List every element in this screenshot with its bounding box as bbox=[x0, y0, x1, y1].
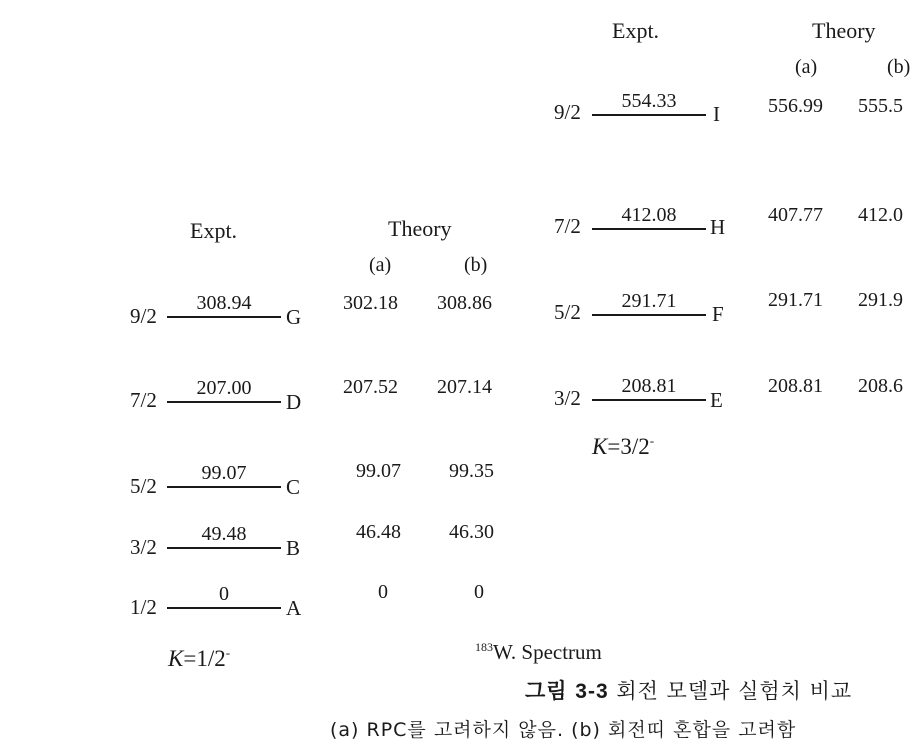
right-level-I-theory-a: 556.99 bbox=[768, 95, 823, 117]
left-level-B-line bbox=[167, 547, 281, 549]
right-level-E-energy: 208.81 bbox=[621, 375, 677, 397]
left-level-A-line bbox=[167, 607, 281, 609]
left-level-A-label: A bbox=[286, 596, 302, 620]
right-level-F-theory-a: 291.71 bbox=[768, 289, 823, 311]
right-level-F-label: F bbox=[712, 302, 724, 326]
left-level-C-spin: 5/2 bbox=[130, 474, 157, 498]
right-level-F-theory-b: 291.9 bbox=[858, 289, 903, 311]
left-level-A-theory-a: 0 bbox=[378, 581, 388, 603]
right-theory-header: Theory bbox=[812, 18, 876, 43]
left-level-C-energy: 99.07 bbox=[201, 462, 247, 484]
right-theory-b-header: (b) bbox=[887, 56, 911, 78]
right-level-E-theory-b: 208.6 bbox=[858, 375, 903, 397]
left-level-B-theory-b: 46.30 bbox=[449, 521, 494, 543]
left-level-D-label: D bbox=[286, 390, 302, 414]
left-level-G-theory-b: 308.86 bbox=[437, 292, 492, 314]
left-level-C-line bbox=[167, 486, 281, 488]
left-level-G-spin: 9/2 bbox=[130, 304, 157, 328]
left-theory-header: Theory bbox=[388, 216, 452, 241]
left-level-D-spin: 7/2 bbox=[130, 388, 157, 412]
right-level-I-label: I bbox=[713, 102, 720, 126]
right-level-I-theory-b: 555.5 bbox=[858, 95, 903, 117]
right-level-E-theory-a: 208.81 bbox=[768, 375, 823, 397]
left-level-G-theory-a: 302.18 bbox=[343, 292, 398, 314]
right-level-H-spin: 7/2 bbox=[554, 214, 581, 238]
right-level-H-theory-a: 407.77 bbox=[768, 204, 823, 226]
left-band-k-label: K=1/2- bbox=[168, 645, 231, 671]
right-level-I-spin: 9/2 bbox=[554, 100, 581, 124]
right-level-F-line bbox=[592, 314, 706, 316]
left-level-A-spin: 1/2 bbox=[130, 595, 157, 619]
left-level-B-spin: 3/2 bbox=[130, 535, 157, 559]
right-level-H-energy: 412.08 bbox=[621, 204, 677, 226]
spectrum-label: $^{183}$W. Spectrum bbox=[475, 640, 602, 664]
right-level-F-energy: 291.71 bbox=[621, 290, 677, 312]
left-theory-a-header: (a) bbox=[369, 254, 392, 276]
right-level-H-label: H bbox=[710, 215, 726, 239]
left-level-C-theory-b: 99.35 bbox=[449, 460, 494, 482]
figure-caption: 그림 3-3 회전 모델과 실험치 비교 bbox=[525, 679, 853, 703]
left-level-D-theory-a: 207.52 bbox=[343, 376, 398, 398]
right-band-k-label: K=3/2- bbox=[592, 433, 655, 459]
right-level-E-label: E bbox=[710, 388, 723, 412]
left-level-B-theory-a: 46.48 bbox=[356, 521, 401, 543]
right-level-H-line bbox=[592, 228, 706, 230]
left-level-G-label: G bbox=[286, 305, 302, 329]
right-level-I-line bbox=[592, 114, 706, 116]
right-level-I-energy: 554.33 bbox=[621, 90, 677, 112]
left-level-B-energy: 49.48 bbox=[201, 523, 247, 545]
left-level-D-energy: 207.00 bbox=[196, 377, 252, 399]
left-level-A-theory-b: 0 bbox=[474, 581, 484, 603]
right-level-E-spin: 3/2 bbox=[554, 386, 581, 410]
right-level-F-spin: 5/2 bbox=[554, 300, 581, 324]
right-expt-header: Expt. bbox=[612, 18, 660, 43]
right-theory-a-header: (a) bbox=[795, 56, 818, 78]
left-level-A-energy: 0 bbox=[219, 583, 229, 605]
left-theory-b-header: (b) bbox=[464, 254, 488, 276]
left-level-D-line bbox=[167, 401, 281, 403]
right-level-H-theory-b: 412.0 bbox=[858, 204, 903, 226]
left-level-G-energy: 308.94 bbox=[196, 292, 252, 314]
left-level-G-line bbox=[167, 316, 281, 318]
right-level-E-line bbox=[592, 399, 706, 401]
left-level-B-label: B bbox=[286, 536, 301, 560]
left-level-C-label: C bbox=[286, 475, 301, 499]
left-level-C-theory-a: 99.07 bbox=[356, 460, 401, 482]
left-level-D-theory-b: 207.14 bbox=[437, 376, 492, 398]
figure-caption-note: (a) RPC를 고려하지 않음. (b) 회전띠 혼합을 고려함 bbox=[330, 719, 797, 741]
left-expt-header: Expt. bbox=[190, 218, 238, 243]
